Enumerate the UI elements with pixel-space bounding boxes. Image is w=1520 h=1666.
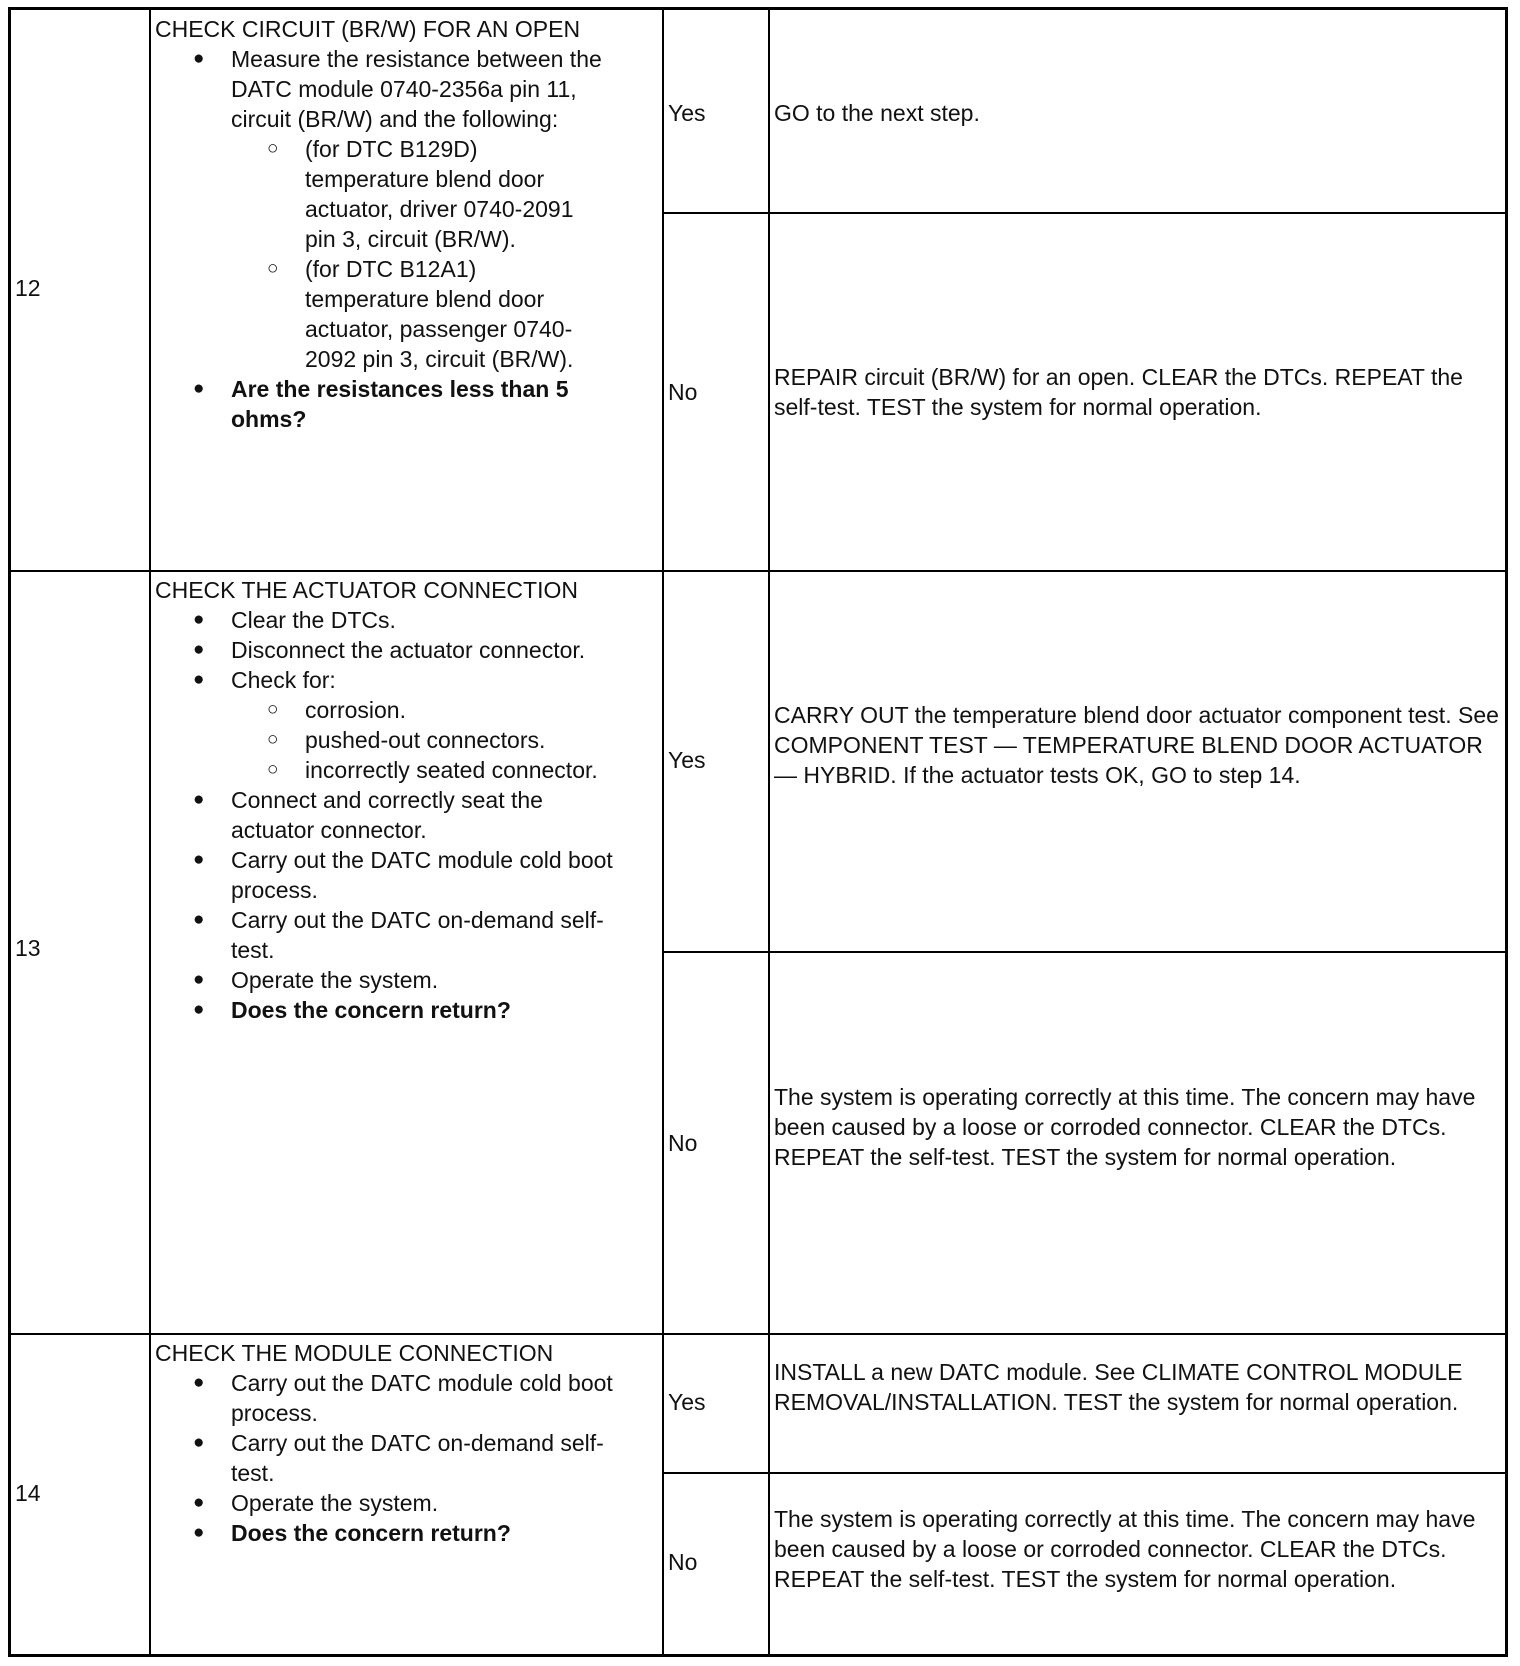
yes-result: GO to the next step. [774,100,980,126]
yes-no-divider-12 [662,212,1505,214]
instruction-item: ● Connect and correctly seat the actuator connector. [155,785,631,845]
instruction-item: ● Operate the system. [155,965,631,995]
step-conditions [155,14,625,434]
diagnostic-table [8,7,1508,1657]
step-question: ● Are the resistances less than 5 ohms? [155,374,631,434]
sub-item: ○ (for DTC B12A1) temperature blend door actuator, passenger 0740-2092 pin 3, circuit (BR/W). [155,254,605,374]
step-title: CHECK THE MODULE CONNECTION [155,1340,554,1366]
instruction-item: ● Disconnect the actuator connector. [155,635,631,665]
step-conditions [155,1338,625,1548]
step-question: ● Does the concern return? [155,995,631,1025]
yes-label: Yes [668,747,706,773]
sub-item: ○ pushed-out connectors. [155,725,605,755]
step-number: 13 [15,935,41,961]
sub-item: ○ corrosion. [155,695,605,725]
column-divider-answer [768,10,770,1654]
step-title: CHECK CIRCUIT (BR/W) FOR AN OPEN [155,16,581,42]
instruction-item: ● Carry out the DATC on-demand self-test. [155,1428,631,1488]
no-result: The system is operating correctly at this time. The concern may have been caused by a loose or corroded connector. CLEAR the DTCs. REPEAT the self-test. TEST the system for normal operation. [774,1084,1476,1170]
instruction-item: ● Check for: [155,665,631,695]
instruction-item: ● Operate the system. [155,1488,631,1518]
instruction-item: ● Carry out the DATC module cold boot process. [155,1368,631,1428]
yes-no-divider-14 [662,1472,1505,1474]
step-number: 12 [15,275,41,301]
no-label: No [668,1130,698,1156]
step-conditions [155,575,625,1025]
yes-result: CARRY OUT the temperature blend door actuator component test. See COMPONENT TEST — TEMPERATURE BLEND DOOR ACTUATOR — HYBRID. If the actuator tests OK, GO to step 14. [774,702,1499,788]
no-label: No [668,379,698,405]
step-title: CHECK THE ACTUATOR CONNECTION [155,577,578,603]
yes-label: Yes [668,100,706,126]
sub-item: ○ incorrectly seated connector. [155,755,605,785]
instruction-item: ● Carry out the DATC module cold boot process. [155,845,631,905]
no-label: No [668,1549,698,1575]
instruction-item: ● Carry out the DATC on-demand self-test. [155,905,631,965]
row-divider-13-14 [11,1333,1505,1335]
no-result: REPAIR circuit (BR/W) for an open. CLEAR the DTCs. REPEAT the self-test. TEST the system for normal operation. [774,364,1463,420]
instruction-item: ● Clear the DTCs. [155,605,631,635]
step-number: 14 [15,1480,41,1506]
no-result: The system is operating correctly at this time. The concern may have been caused by a loose or corroded connector. CLEAR the DTCs. REPEAT the self-test. TEST the system for normal operation. [774,1506,1476,1592]
yes-result: INSTALL a new DATC module. See CLIMATE CONTROL MODULE REMOVAL/INSTALLATION. TEST the system for normal operation. [774,1359,1463,1415]
yes-no-divider-13 [662,951,1505,953]
column-divider-step [149,10,151,1654]
row-divider-12-13 [11,570,1505,572]
sub-item: ○ (for DTC B129D) temperature blend door actuator, driver 0740-2091 pin 3, circuit (BR/W). [155,134,605,254]
yes-label: Yes [668,1389,706,1415]
step-question: ● Does the concern return? [155,1518,631,1548]
column-divider-condition [662,10,664,1654]
instruction-item: ● Measure the resistance between the DATC module 0740-2356a pin 11, circuit (BR/W) and the following: [155,44,631,134]
